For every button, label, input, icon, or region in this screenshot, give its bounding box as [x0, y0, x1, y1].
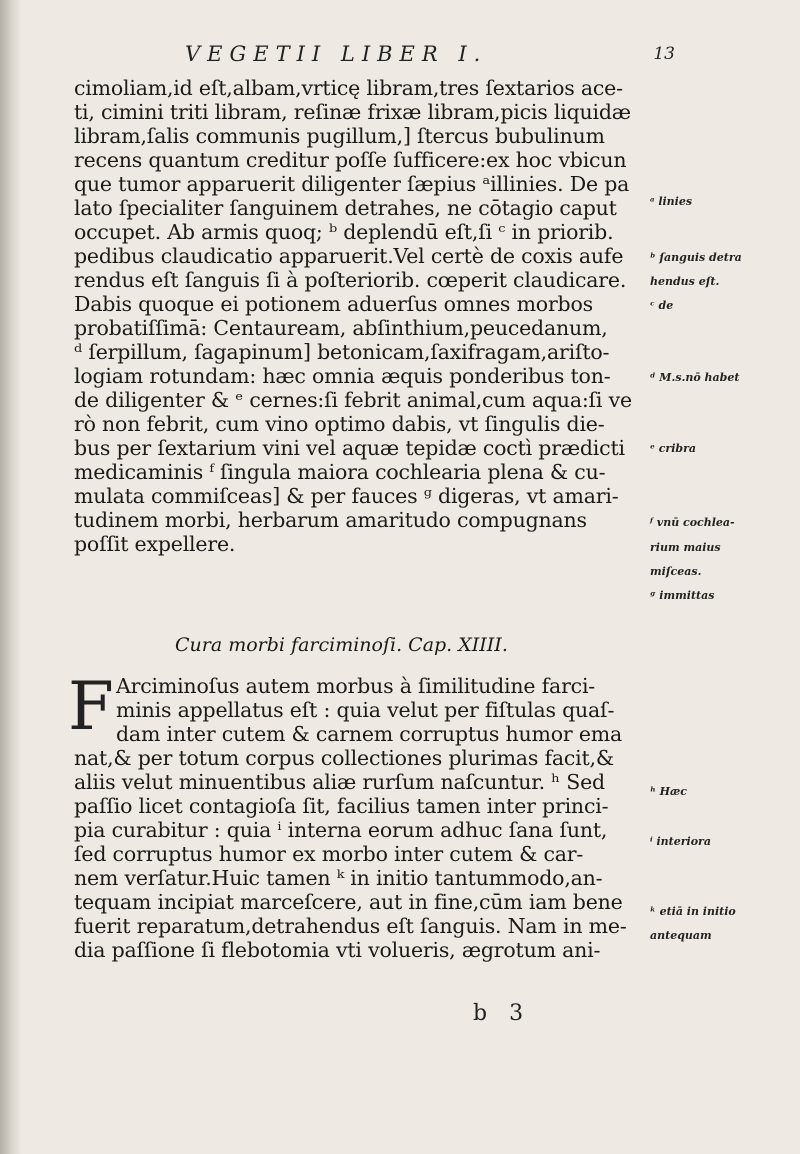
- margin-note-a: ᵃ linies: [650, 195, 693, 208]
- page-number: 13: [653, 44, 675, 64]
- margin-note-g: ᵍ immittas: [650, 589, 715, 602]
- text-line: fuerit reparatum,detrahendus eſt ſanguis. Nam in me-: [74, 914, 627, 938]
- margin-note-f-cont2: miſceas.: [650, 565, 702, 578]
- text-line: ᵈ ſerpillum, ſagapinum] betonicam,ſaxifragam,ariſto-: [74, 340, 610, 364]
- text-line: rendus eſt ſanguis ſi à poſteriorib. cœperit claudicare.: [74, 268, 627, 292]
- margin-note-f: ᶠ vnū cochlea-: [650, 516, 735, 529]
- text-line: cimoliam,id eſt,albam,vrticę libram,tres ſextarios ace-: [74, 76, 623, 100]
- body-text-block-1: [74, 76, 646, 556]
- text-line: nat,& per totum corpus collectiones plurimas facit,&: [74, 746, 614, 770]
- margin-note-d: ᵈ M.s.nō habet: [650, 371, 740, 384]
- text-line: poſſit expellere.: [74, 532, 236, 556]
- text-line: que tumor apparuerit diligenter ſæpius ᵃillinies. De pa: [74, 172, 630, 196]
- margin-note-e: ᵉ cribra: [650, 442, 697, 455]
- text-line: tudinem morbi, herbarum amaritudo compugnans: [74, 508, 587, 532]
- text-line: mulata commiſceas] & per fauces ᵍ digeras, vt amari-: [74, 484, 619, 508]
- signature-letter: b: [473, 1001, 488, 1026]
- text-line: lato ſpecialiter ſanguinem detrahes, ne cōtagio caput: [74, 196, 617, 220]
- drop-cap-initial: F: [68, 668, 114, 745]
- margin-note-b-cont: hendus eſt.: [650, 275, 720, 288]
- text-line: paſſio licet contagioſa ſit, facilius tamen inter princi-: [74, 794, 609, 818]
- text-line: ſed corruptus humor ex morbo inter cutem & car-: [74, 842, 584, 866]
- text-line: de diligenter & ᵉ cernes:ſi febrit animal,cum aqua:ſi ve: [74, 388, 632, 412]
- text-line: bus per ſextarium vini vel aquæ tepidæ coctì prædicti: [74, 436, 625, 460]
- text-line: recens quantum creditur poſſe ſufficere:ex hoc vbicun: [74, 148, 627, 172]
- signature-mark: [473, 1001, 545, 1026]
- text-line: occupet. Ab armis quoq; ᵇ deplendū eſt,ſi ᶜ in priorib.: [74, 220, 614, 244]
- text-line: ti, cimini triti libram, reſinæ frixæ libram,picis liquidæ: [74, 100, 631, 124]
- margin-note-i: ⁱ interiora: [650, 835, 711, 848]
- text-line: aliis velut minuentibus aliæ rurſum naſcuntur. ʰ Sed: [74, 770, 605, 794]
- margin-note-h: ʰ Hæc: [650, 785, 687, 798]
- margin-note-k: ᵏ etiā in initio: [650, 905, 736, 918]
- text-line: logiam rotundam: hæc omnia æquis ponderibus ton-: [74, 364, 611, 388]
- chapter-heading: Cura morbi farciminoſi. Cap. XIIII.: [175, 634, 508, 656]
- text-line: dam inter cutem & carnem corruptus humor ema: [116, 722, 623, 746]
- text-line: libram,ſalis communis pugillum,] ſtercus bubulinum: [74, 124, 605, 148]
- text-line: Dabis quoque ei potionem aduerſus omnes morbos: [74, 292, 593, 316]
- margin-note-c: ᶜ de: [650, 299, 674, 312]
- text-line: rò non febrit, cum vino optimo dabis, vt ſingulis die-: [74, 412, 605, 436]
- running-head: VEGETII LIBER I.: [185, 42, 488, 66]
- margin-note-k-cont: antequam: [650, 929, 712, 942]
- text-line: medicaminis ᶠ ſingula maiora cochlearia plena & cu-: [74, 460, 606, 484]
- signature-number: 3: [509, 1001, 524, 1026]
- text-line: probatiſſimā: Centauream, abſinthium,peucedanum,: [74, 316, 608, 340]
- body-text-block-2: [74, 674, 646, 962]
- page-header: [185, 42, 675, 72]
- text-line: minis appellatus eſt : quia velut per fiſtulas quaſ-: [116, 698, 615, 722]
- text-line: pia curabitur : quia ⁱ interna eorum adhuc ſana ſunt,: [74, 818, 608, 842]
- margin-note-f-cont: rium maius: [650, 541, 721, 554]
- text-line: tequam incipiat marceſcere, aut in fine,cūm iam bene: [74, 890, 623, 914]
- text-line: dia paſſione ſi flebotomia vti volueris, ægrotum ani-: [74, 938, 601, 962]
- text-line: nem verſatur.Huic tamen ᵏ in initio tantummodo,an-: [74, 866, 603, 890]
- text-line: pedibus claudicatio apparuerit.Vel certè de coxis aufe: [74, 244, 624, 268]
- text-line: Arciminoſus autem morbus à ſimilitudine farci-: [116, 674, 596, 698]
- margin-note-b: ᵇ ſanguis detra: [650, 251, 742, 264]
